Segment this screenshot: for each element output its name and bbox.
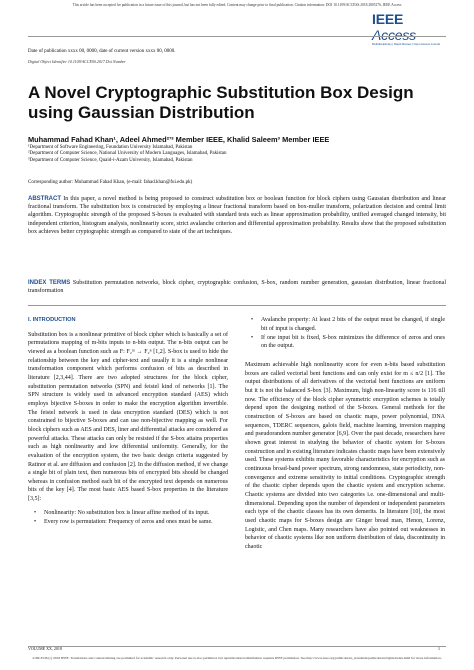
- paper-title: A Novel Cryptographic Substitution Box Design using Gaussian Distribution: [28, 83, 414, 122]
- index-terms-label: INDEX TERMS: [28, 280, 71, 286]
- section-rule: [28, 305, 446, 306]
- ieee-access-logo: [372, 11, 444, 46]
- logo-brand: [372, 11, 444, 43]
- affiliation-2: ²Department of Computer Science, National University of Modern Languages, Islamabad, Pakistan: [28, 151, 227, 157]
- author-list: Muhammad Fahad Khan¹, Adeel Ahmed²ʼ³ Member IEEE, Khalid Saleem³ Member IEEE: [28, 135, 330, 144]
- section-heading-introduction: I. INTRODUCTION: [28, 317, 76, 323]
- logo-brand-bold: IEEE: [372, 11, 404, 27]
- property-list-right: [245, 316, 445, 351]
- doi-line: Digital Object Identifier 10.1109/ACCESS.2017.Doi Number: [28, 59, 126, 64]
- index-terms-text: Substitution permutation networks, block cipher, cryptographic confusion, S-box, random number generation, gaussian distribution, linear fractional transformation: [28, 280, 446, 295]
- abstract-text: In this paper, a novel method is being proposed to construct substitution box or boolean function for block ciphers using Gaussian distribution and linear fractional transform. The substitution box is constructed by employing a linear fractional transform based on box-muller transform, polarization decision and central limit algorithm. Cryptographic strength of the proposed S-boxes is evaluated with standard tests such as linear approximation probability, unified averaged changed intensity, bit independent criterion, histogram analysis, nonlinearity score, strict avalanche criterion and differential approximation probability. Results show that the proposed substitution box achieves better cryptographic strength as compared to state of the art techniques.: [28, 196, 446, 235]
- logo-brand-italic: Access: [372, 27, 416, 43]
- footer-volume: VOLUME XX, 2018: [28, 646, 62, 651]
- right-column: [245, 316, 445, 552]
- header-rule: [28, 36, 446, 37]
- publication-dates: Date of publication xxxx 00, 0000, date of current version xxxx 00, 0000.: [28, 49, 176, 54]
- footer-license: 2169-3536 (c) 2018 IEEE. Translations and content mining are permitted for academic research only. Personal use is also permitted, but republication/redistribution requires IEEE permission. See http://www.ieee.org/publications_standards/publications/rights/index.html for more information.: [32, 656, 442, 660]
- list-item: • Avalanche property: At least 2 bits of the output must be changed, if single bit of input is changed.: [261, 316, 445, 333]
- affiliations: [28, 145, 448, 164]
- list-item: • Every row is permutation: Frequency of zeros and ones must be same.: [44, 518, 228, 527]
- intro-paragraph-2: Maximum achievable high nonlinearity score for even n-bits based substitution boxes are called vectorial bent functions and can only exist for m ≤ n/2 [1]. The output distributions of all derivatives of the vectorial bent functions are uniform but it is not the balanced S-box [3]. Maximum, high non-linearity score is 116 till now. The efficiency of the block cipher symmetric encryption schemes is totally depend upon the designing method of the S-boxes. General methods for the construction of S-boxes are based on chaotic maps, power polynomial, DNA sequences, TDERC sequences, galois field, machine learning, inversion mapping and pseudorandom number generator [6,9]. Over the past decade, researchers have shown great interest in studying the behavior of chaotic system for S-boxes construction and in existing literature indicates chaotic maps have been extensively used. These systems exhibits many favorable characteristics for encryption such as continuous broad-band power spectrum, strong randomness, state periodicity, non-convergence and extreme sensitivity to initial conditions. Cryptographic strength of the chaotic cipher depends upon the chaotic system and encryption scheme. Chaotic systems are divided into two categories i.e. one-dimensional and multi-dimensional. Depending upon the number of dependent or independent parameters each type of the chaotic classes has its own demerits. In literature [10], the most used chaotic maps for S-boxes design are Ginger bread man, Henon, Lorenz, Logistic, and Chen maps. Many researchers have also pointed out weaknesses in behavior of chaotic systems like non uniform distribution of data, discontinuity in chaotic: [245, 362, 445, 550]
- intro-paragraph-1: Substitution box is a nonlinear primitive of block cipher which is basically a set of permutations mapping of m-bits inputs to n-bits output. The n-bits output can be viewed as a boolean function such as F: F₂ᵐ → F₂ⁿ [1,2]. S-box is used to hide the relationship between the key and cipher-text and usually it is a single nonlinear transformation component which performs confusion of bits as described in literature [2,3,44]. There are two adopted structures for the block cipher, substitution permutation networks (SPN) and feistel kind of networks [1]. The SPN structure is widely used in advanced encryption standard (AES) which employs bijective S-boxes in order to make the encryption algorithm invertible. The feistel network is used in data encryption standard (DES) which is not constrained to bijective S-boxes and can use non-bijective mapping as well. For block ciphers such as AES and DES, liner and differential attacks are considered as powerful attacks. These attacks can only be resisted if the S-box attains properties such as high nonlinearity and low differential uniformity. Generally, for the evaluation of the encryption system, the two basic design criteria suggested by Ratinor et al. are diffusion and confusion [2]. In the diffusion method, if we change a single bit of plain text, then numerous bits of encrypted bits should be changed whereas in confusion method each bit of the encrypted text depends on numerous bits of the key [4]. The most basic AES based S-box properties in the literature [3,5]:: [28, 331, 228, 503]
- footer-rule: [28, 646, 446, 647]
- logo-tagline: Multidisciplinary | Rapid Review | Open Access Journal: [372, 42, 440, 46]
- list-item: • If one input bit is fixed, S-box minimizes the difference of zeros and ones on the output.: [261, 334, 445, 351]
- affiliation-1: ¹Department of Software Engineering, Foundation University Islamabad, Pakistan: [28, 145, 193, 150]
- affiliation-3: ³Department of Computer Science, Quaid-i-Azam University, Islamabad, Pakistan: [28, 157, 193, 163]
- property-list-left: [28, 509, 228, 527]
- footer-page-number: 1: [438, 646, 440, 651]
- abstract: [28, 195, 446, 236]
- left-column: [28, 316, 228, 527]
- list-item: • Nonlinearity: No substitution box is linear affine method of its input.: [44, 509, 228, 518]
- top-notice: This article has been accepted for publication in a future issue of this journal, but has not been fully edited. Content may change prior to final publication. Citation information: DOI 10.1109/ACCESS.2018.2805176, IEEE Access: [72, 3, 402, 7]
- abstract-label: ABSTRACT: [28, 196, 61, 202]
- corresponding-author: Corresponding author: Muhammad Fahad Khan, (e-mail: fahad.khan@fui.edu.pk): [28, 180, 193, 185]
- index-terms: [28, 279, 446, 295]
